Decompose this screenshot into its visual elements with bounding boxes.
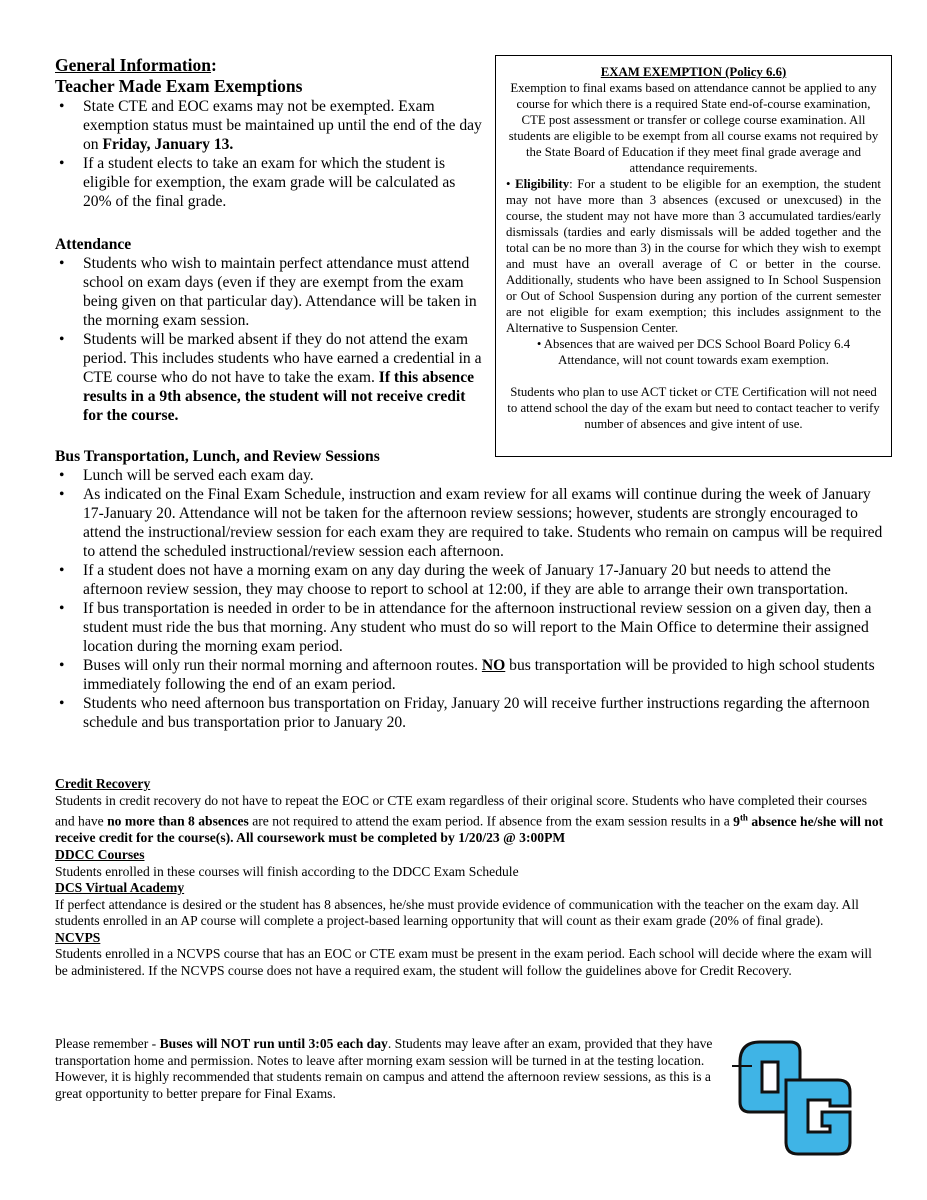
waived-text: • Absences that are waived per DCS School Board Policy 6.4 Attendance, will not count towards exam exemption. [536,337,851,367]
act-note: Students who plan to use ACT ticket or CTE Certification will not need to attend school the day of the exam but need to contact teacher to verify number of absences and give intent of use. [507,385,880,431]
list-item: • As indicated on the Final Exam Schedule, instruction and exam review for all exams will continue during the week of January 17-January 20. Attendance will not be taken for the afternoon review sessions; however, students are strongly encouraged to attend the instructional/review session for each exam they are required to take. Students who remain on campus will be required to attend the scheduled instructional/review session each afternoon. [55,485,885,561]
og-logo-graphic [726,1036,862,1160]
virtual-academy-text: If perfect attendance is desired or the student has 8 absences, he/she must provide evidence of communication with the teacher on the exam day. All students enrolled in an AP course will complete a project-based learning opportunity that will count as their exam grade (20% of final grade). [55,896,859,929]
ncvps-text: Students enrolled in a NCVPS course that has an EOC or CTE exam must be present in the exam period. Each school will decide where the exam will be administered. If the NCVPS course does not have a required exam, the student will follow the guidelines above for Credit Recovery. [55,946,872,979]
ddcc-heading: DDCC Courses [55,846,145,862]
exemption-intro: Exemption to final exams based on attendance cannot be applied to any course for which there is a required State end-of-course examination, CTE post assessment or transfer or college course examination. All students are eligible to be exempt from all course exams not required by the State Board of Education if they meet final grade average and attendance requirements. [508,81,879,175]
attendance-section [55,235,485,425]
list-item: • If a student does not have a morning exam on any day during the week of January 17-January 20 but needs to attend the afternoon review session, they may choose to report to school at 12:00, if they are able to arrange their own transportation. [55,561,885,599]
general-heading: General Information: [55,55,217,75]
special-programs-section [55,776,885,980]
exemption-title: EXAM EXEMPTION (Policy 6.6) [600,65,787,79]
list-item: • Students who wish to maintain perfect attendance must attend school on exam days (even if they are exempt from the exam being given on that particular day). Attendance will be taken in the morning exam session. [55,254,485,330]
list-item: • If a student elects to take an exam for which the student is eligible for exemption, the exam grade will be calculated as 20% of the final grade. [55,154,485,211]
credit-recovery-heading: Credit Recovery [55,776,151,791]
virtual-academy-heading: DCS Virtual Academy [55,880,185,896]
list-item: • If bus transportation is needed in order to be in attendance for the afternoon instructional review session on a given day, then a student must ride the bus that morning. Any student who must do so will report to the Main Office to determine their assigned location during the morning exam period. [55,599,885,656]
exam-exemption-box [495,55,892,457]
general-section [55,55,485,211]
bus-section [55,447,885,732]
eligibility-text: • Eligibility: For a student to be eligible for an exemption, the student may not have more than 3 absences (excused or unexcused) in the course, the student may not have more than 3 accumulated tardies/early dismissals (tardies and early dismissals will be added together and the total can be no more than 3) in the course for which they wish to exempt and must have an overall average of C or better in the course. Additionally, students who have been assigned to In School Suspension or Out of School Suspension during any portion of the current semester are not eligible for exam exemption; this includes assignment to the Alternative to Suspension Center. [506,177,881,335]
credit-recovery-text: Students in credit recovery do not have to repeat the EOC or CTE exam regardless of their original score. Students who have completed their courses and have no more than 8 absences are not required to attend the exam period. If absence from the exam session results in a 9th absence he/she will not receive credit for the course(s). All coursework must be completed by 1/20/23 @ 3:00PM [55,792,884,846]
ncvps-heading: NCVPS [55,929,101,945]
list-item: • Students who need afternoon bus transportation on Friday, January 20 will receive further instructions regarding the afternoon schedule and bus transportation prior to January 20. [55,694,885,732]
list-item: • Students will be marked absent if they do not attend the exam period. This includes students who have earned a credential in a CTE course who do not have to take the exam. If this absence results in a 9th absence, the student will not receive credit for the course. [55,330,485,425]
list-item: • Buses will only run their normal morning and afternoon routes. NO bus transportation will be provided to high school students immediately following the end of an exam period. [55,656,885,694]
attendance-heading: Attendance [55,236,132,253]
list-item: • State CTE and EOC exams may not be exempted. Exam exemption status must be maintained up until the end of the day on Friday, January 13. [55,97,485,154]
list-item: • Lunch will be served each exam day. [55,466,885,485]
bus-heading: Bus Transportation, Lunch, and Review Sessions [55,448,380,465]
og-logo [726,1036,862,1160]
exemptions-subheading: Teacher Made Exam Exemptions [55,76,303,96]
reminder-paragraph: Please remember - Buses will NOT run until 3:05 each day. Students may leave after an exam, provided that they have transportation home and permission. Notes to leave after morning exam session will be turned in at the testing location. However, it is highly recommended that students remain on campus and attend the afternoon review sessions, as this is a great opportunity to better prepare for Final Exams. [55,1036,713,1101]
ddcc-text: Students enrolled in these courses will finish according to the DDCC Exam Schedule [55,863,519,879]
